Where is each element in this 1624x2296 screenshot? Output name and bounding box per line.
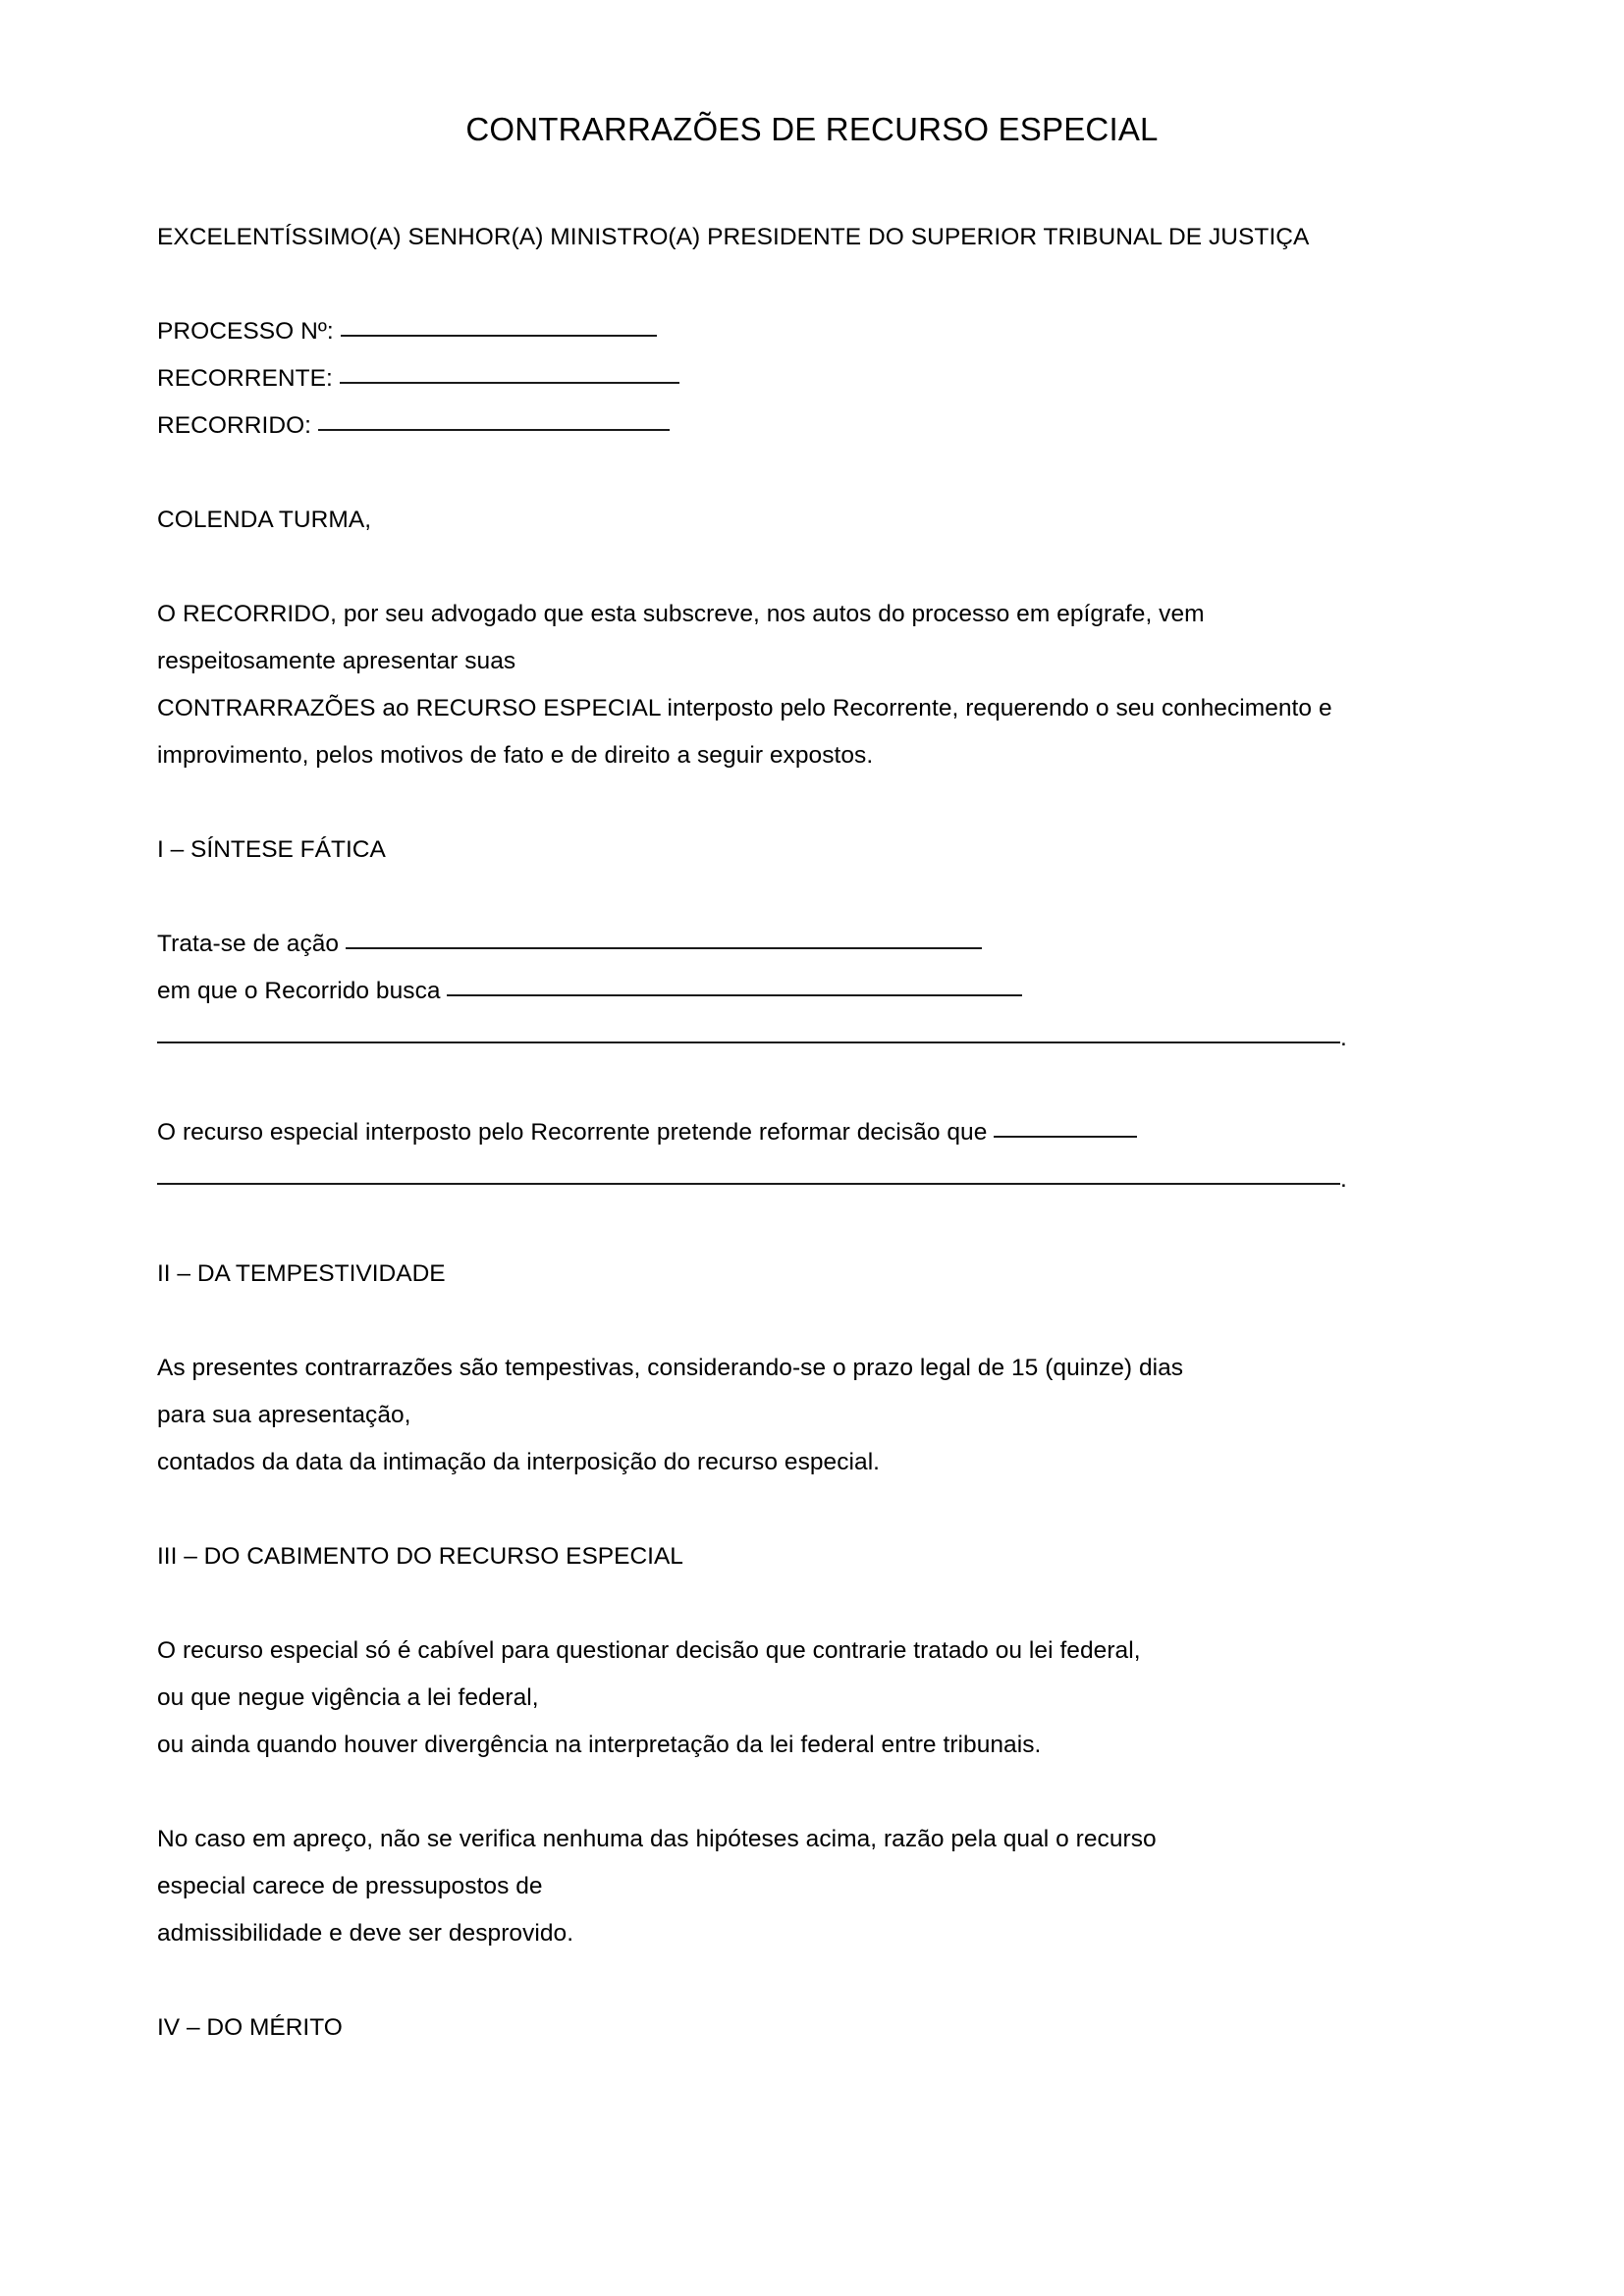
- cabimento-line-5: especial carece de pressupostos de: [157, 1873, 543, 1899]
- cabimento-line-2: ou que negue vigência a lei federal,: [157, 1684, 539, 1711]
- case-field-processo-label: PROCESSO Nº:: [157, 318, 334, 345]
- sintese-fill-line-2-text: em que o Recorrido busca: [157, 978, 448, 1004]
- addressee-line: EXCELENTÍSSIMO(A) SENHOR(A) MINISTRO(A) PRESIDENTE DO SUPERIOR TRIBUNAL DE JUSTIÇA: [157, 224, 1310, 250]
- sintese-blank-decisao[interactable]: [994, 1136, 1137, 1138]
- sintese-fill-line-5-period: .: [1340, 1166, 1347, 1193]
- sintese-fill-line-3-period: .: [1340, 1025, 1347, 1051]
- intro-line-3: CONTRARRAZÕES ao RECURSO ESPECIAL interposto pelo Recorrente, requerendo o seu conhecimento e: [157, 695, 1332, 721]
- spacer: [157, 544, 1492, 591]
- tempestividade-line-1: As presentes contrarrazões são tempestivas, considerando-se o prazo legal de 15 (quinze) dias: [157, 1355, 1184, 1381]
- sintese-fill-line-4-text: O recurso especial interposto pelo Recorrente pretende reformar decisão que: [157, 1119, 995, 1146]
- case-field-processo-blank[interactable]: [341, 335, 657, 337]
- cabimento-line-3: ou ainda quando houver divergência na interpretação da lei federal entre tribunais.: [157, 1732, 1042, 1758]
- section-heading-ii: II – DA TEMPESTIVIDADE: [157, 1260, 446, 1287]
- intro-line-4: improvimento, pelos motivos de fato e de direito a seguir expostos.: [157, 742, 874, 769]
- sintese-blank-busca[interactable]: [447, 994, 1022, 996]
- sintese-fill-line-3: [157, 1015, 1492, 1062]
- spacer: [157, 1769, 1492, 1816]
- spacer: [157, 1957, 1492, 2004]
- sintese-fill-line-1: [157, 921, 1492, 968]
- sintese-fill-line-1-text: Trata-se de ação: [157, 931, 346, 957]
- case-field-recorrente: [157, 355, 1492, 402]
- case-field-processo: [157, 308, 1492, 355]
- intro-line-1: O RECORRIDO, por seu advogado que esta subscreve, nos autos do processo em epígrafe, vem: [157, 601, 1205, 627]
- sintese-blank-acao[interactable]: [346, 947, 982, 949]
- case-field-recorrido-label: RECORRIDO:: [157, 412, 312, 439]
- page-title: CONTRARRAZÕES DE RECURSO ESPECIAL: [465, 111, 1159, 147]
- spacer: [157, 874, 1492, 921]
- case-field-recorrido-blank[interactable]: [318, 429, 670, 431]
- case-field-recorrido: [157, 402, 1492, 450]
- cabimento-line-6: admissibilidade e deve ser desprovido.: [157, 1920, 574, 1947]
- spacer: [157, 1298, 1492, 1345]
- salutation: COLENDA TURMA,: [157, 507, 372, 533]
- spacer: [157, 1203, 1492, 1251]
- sintese-fill-line-5: [157, 1156, 1492, 1203]
- case-field-recorrente-label: RECORRENTE:: [157, 365, 333, 392]
- section-heading-i: I – SÍNTESE FÁTICA: [157, 836, 386, 863]
- sintese-blank-full-2[interactable]: [157, 1183, 1340, 1185]
- section-heading-iii: III – DO CABIMENTO DO RECURSO ESPECIAL: [157, 1543, 683, 1570]
- cabimento-line-1: O recurso especial só é cabível para questionar decisão que contrarie tratado ou lei federal,: [157, 1637, 1141, 1664]
- tempestividade-line-2: para sua apresentação,: [157, 1402, 411, 1428]
- tempestividade-line-3: contados da data da intimação da interposição do recurso especial.: [157, 1449, 881, 1475]
- document-body: [157, 214, 1492, 2052]
- case-field-recorrente-blank[interactable]: [340, 382, 679, 384]
- spacer: [157, 1486, 1492, 1533]
- spacer: [157, 261, 1492, 308]
- intro-line-2: respeitosamente apresentar suas: [157, 648, 516, 674]
- section-heading-iv: IV – DO MÉRITO: [157, 2014, 343, 2041]
- spacer: [157, 450, 1492, 497]
- sintese-blank-full-1[interactable]: [157, 1041, 1340, 1043]
- cabimento-line-4: No caso em apreço, não se verifica nenhuma das hipóteses acima, razão pela qual o recurso: [157, 1826, 1157, 1852]
- spacer: [157, 1580, 1492, 1628]
- sintese-fill-line-4: [157, 1109, 1492, 1156]
- sintese-fill-line-2: [157, 968, 1492, 1015]
- spacer: [157, 1062, 1492, 1109]
- spacer: [157, 779, 1492, 827]
